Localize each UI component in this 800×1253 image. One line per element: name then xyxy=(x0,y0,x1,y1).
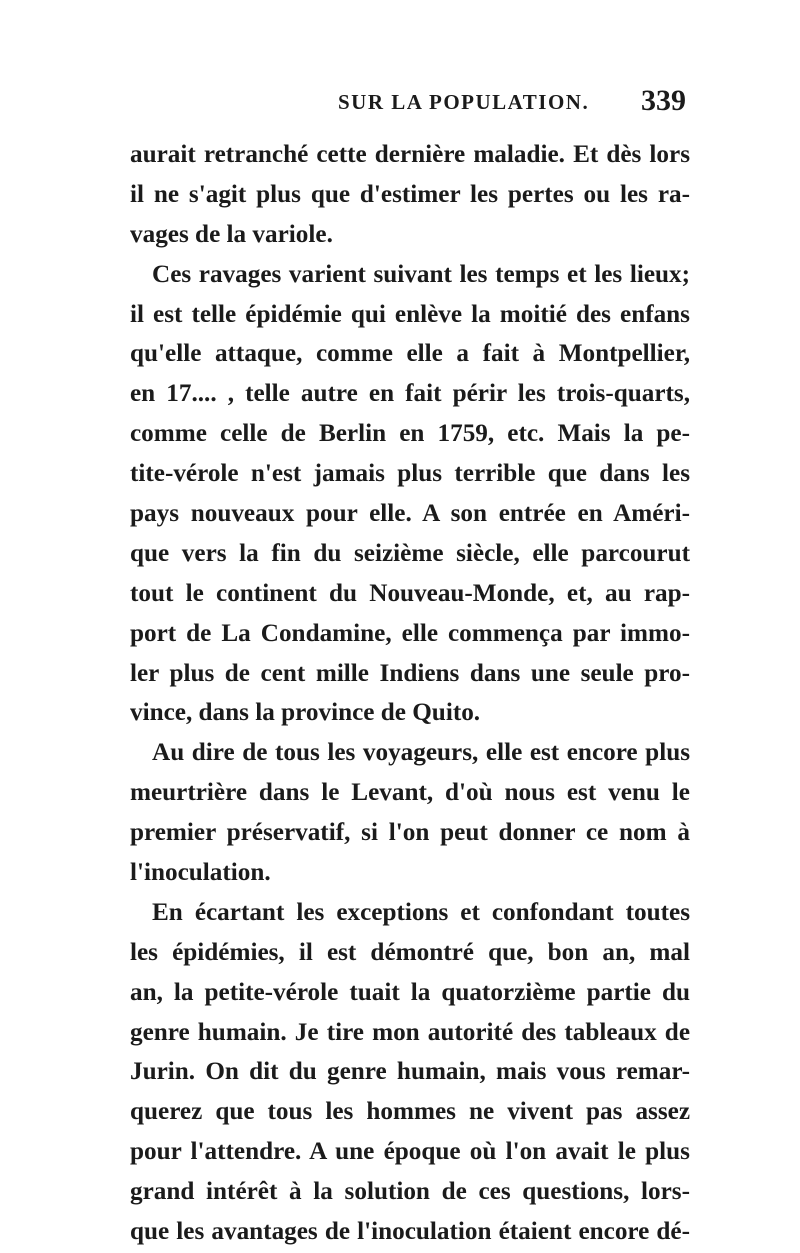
text-line: vince, dans la province de Quito. xyxy=(130,699,481,727)
text-line: En écartant les exceptions et confondant toutes xyxy=(152,898,690,926)
text-line: que les avantages de l'inoculation étaient encore dé- xyxy=(130,1218,690,1246)
text-line: Au dire de tous les voyageurs, elle est encore plus xyxy=(152,739,690,767)
text-line: port de La Condamine, elle commença par immo- xyxy=(130,619,690,647)
text-line: Jurin. On dit du genre humain, mais vous remar- xyxy=(130,1058,690,1086)
text-line: ler plus de cent mille Indiens dans une seule pro- xyxy=(130,659,690,687)
text-line: genre humain. Je tire mon autorité des tableaux de xyxy=(130,1018,690,1046)
text-line: que vers la fin du seizième siècle, elle parcourut xyxy=(130,539,690,567)
text-line: tite-vérole n'est jamais plus terrible que dans les xyxy=(130,460,690,488)
text-line: pour l'attendre. A une époque où l'on avait le plus xyxy=(130,1138,690,1166)
text-line: tout le continent du Nouveau-Monde, et, au rap- xyxy=(130,579,690,607)
text-body xyxy=(130,135,690,1252)
text-line: en 17.... , telle autre en fait périr les trois-quarts, xyxy=(130,380,690,408)
text-line: an, la petite-vérole tuait la quatorzième partie du xyxy=(130,978,690,1006)
text-line: meurtrière dans le Levant, d'où nous est venu le xyxy=(130,779,690,807)
text-line: vages de la variole. xyxy=(130,220,333,248)
text-line: pays nouveaux pour elle. A son entrée en Améri- xyxy=(130,500,690,528)
text-line: les épidémies, il est démontré que, bon an, mal xyxy=(130,938,690,966)
running-title: SUR LA POPULATION. xyxy=(338,90,590,114)
text-line: l'inoculation. xyxy=(130,859,271,887)
text-line: qu'elle attaque, comme elle a fait à Montpellier, xyxy=(130,340,690,368)
page-number: 339 xyxy=(641,84,686,117)
text-line: Ces ravages varient suivant les temps et les lieux; xyxy=(152,260,690,288)
text-line: il ne s'agit plus que d'estimer les pertes ou les ra- xyxy=(130,180,690,208)
text-line: querez que tous les hommes ne vivent pas assez xyxy=(130,1098,690,1126)
text-line: comme celle de Berlin en 1759, etc. Mais la pe- xyxy=(130,420,690,448)
text-line: premier préservatif, si l'on peut donner ce nom à xyxy=(130,819,690,847)
text-line: il est telle épidémie qui enlève la moitié des enfans xyxy=(130,300,690,328)
running-head xyxy=(128,80,688,120)
text-line: grand intérêt à la solution de ces questions, lors- xyxy=(130,1178,690,1206)
text-line: aurait retranché cette dernière maladie. Et dès lors xyxy=(130,141,690,168)
